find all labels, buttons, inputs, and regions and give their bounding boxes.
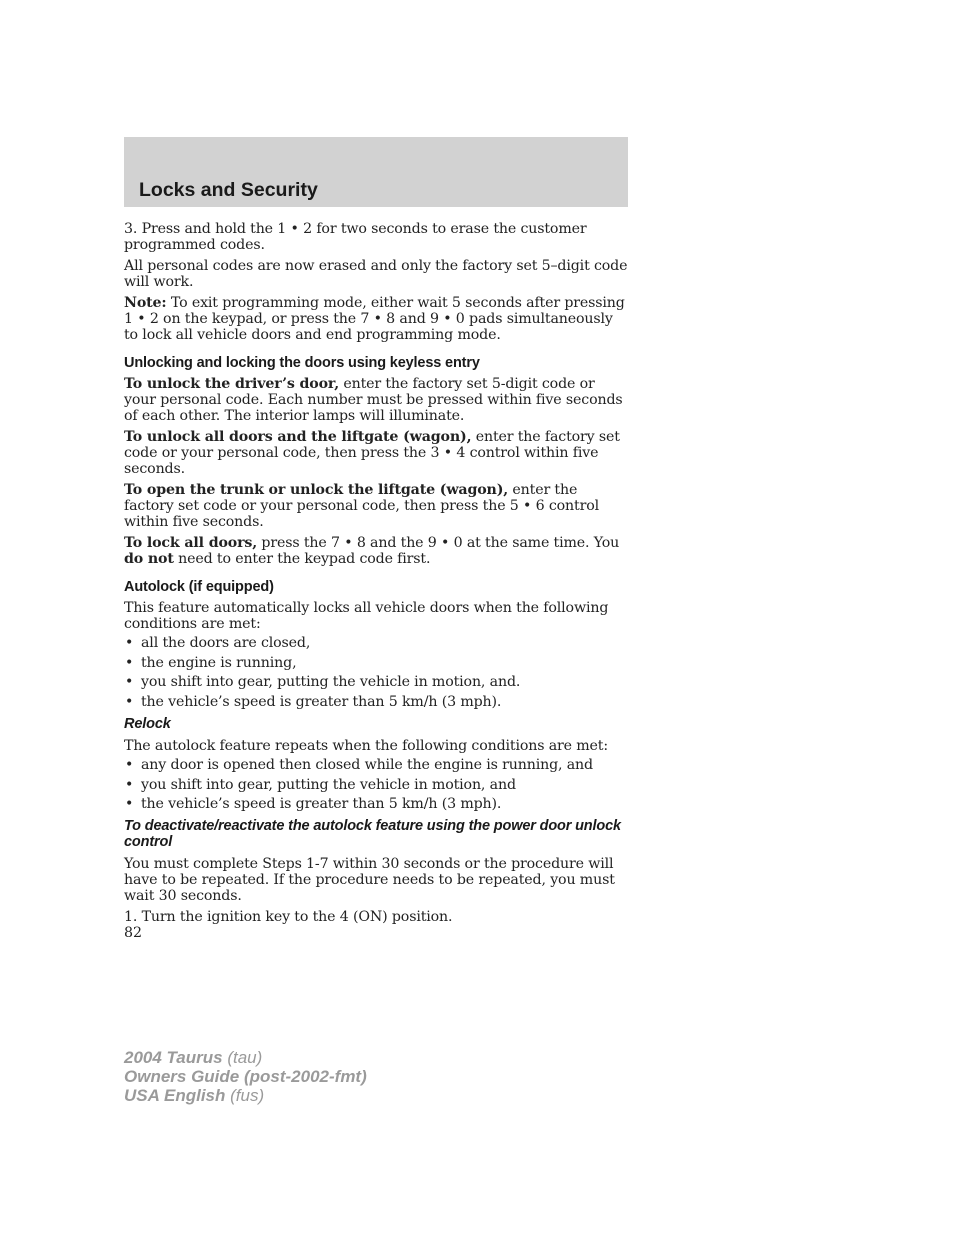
- autolock-conditions-list: [124, 635, 629, 710]
- footer-line-1: 2004 Taurus (tau): [124, 1048, 263, 1067]
- list-item: • you shift into gear, putting the vehicle in motion, and: [125, 776, 516, 793]
- note-text: To exit programming mode, either wait 5 seconds after pressing 1 • 2 on the keypad, or press the 7 • 8 and 9 • 0 pads simultaneously to lock all vehicle doors and end programming mode.: [124, 295, 625, 343]
- lock-all-label: To lock all doors,: [124, 535, 258, 551]
- relock-conditions-list: [124, 757, 629, 812]
- bullet-icon: •: [125, 757, 134, 774]
- autolock-intro: This feature automatically locks all vehicle doors when the following conditions are met:: [124, 600, 609, 632]
- unlock-driver-paragraph: [124, 376, 629, 424]
- list-item: • the engine is running,: [125, 654, 297, 671]
- list-item: • all the doors are closed,: [125, 635, 311, 651]
- autolock-heading: Autolock (if equipped): [124, 579, 274, 595]
- unlock-all-paragraph: [124, 429, 629, 477]
- footer-line-3: USA English (fus): [124, 1086, 265, 1105]
- deactivate-heading: To deactivate/reactivate the autolock feature using the power door unlock control: [124, 818, 621, 851]
- unlock-driver-label: To unlock the driver’s door,: [124, 376, 339, 392]
- deactivate-text: You must complete Steps 1-7 within 30 seconds or the procedure will have to be repeated. If the procedure needs to be repeated, you must wait 30 seconds.: [124, 856, 615, 905]
- bullet-icon: •: [125, 674, 134, 691]
- section-header-band: [124, 137, 628, 207]
- open-trunk-label: To open the trunk or unlock the liftgate (wagon),: [124, 482, 509, 498]
- do-not-emphasis: do not: [124, 551, 174, 567]
- relock-heading: Relock: [124, 716, 171, 733]
- keyless-entry-heading: Unlocking and locking the doors using keyless entry: [124, 355, 480, 371]
- document-footer: [124, 1048, 367, 1105]
- erase-codes-step: 3. Press and hold the 1 • 2 for two seconds to erase the customer programmed codes.: [124, 221, 587, 253]
- bullet-icon: •: [125, 796, 134, 813]
- note-paragraph: [124, 295, 629, 343]
- list-item: • you shift into gear, putting the vehicle in motion, and.: [125, 674, 521, 691]
- list-item: • the vehicle’s speed is greater than 5 km/h (3 mph).: [125, 694, 502, 711]
- lock-all-paragraph: [124, 535, 629, 567]
- open-trunk-paragraph: [124, 482, 629, 530]
- lock-all-text: press the 7 • 8 and the 9 • 0 at the same time. You: [257, 535, 620, 551]
- relock-intro: The autolock feature repeats when the following conditions are met:: [124, 738, 608, 755]
- bullet-icon: •: [125, 776, 134, 793]
- page-number: 82: [124, 925, 143, 941]
- section-title: Locks and Security: [139, 179, 318, 201]
- bullet-icon: •: [125, 654, 134, 671]
- bullet-icon: •: [125, 635, 134, 651]
- unlock-all-label: To unlock all doors and the liftgate (wagon),: [124, 429, 472, 445]
- lock-all-text-end: need to enter the keypad code first.: [173, 551, 431, 567]
- list-item: • any door is opened then closed while the engine is running, and: [125, 757, 593, 774]
- footer-line-2: Owners Guide (post-2002-fmt): [124, 1067, 367, 1086]
- bullet-icon: •: [125, 694, 134, 711]
- list-item: • the vehicle’s speed is greater than 5 km/h (3 mph).: [125, 796, 502, 813]
- unlock-all-text: enter the factory set code or your personal code, then press the 3 • 4 control within five seconds.: [124, 429, 620, 477]
- note-label: Note:: [124, 295, 167, 311]
- unlock-driver-text: enter the factory set 5-digit code or your personal code. Each number must be pressed within five seconds of each other. The interior lamps will illuminate.: [124, 376, 623, 424]
- open-trunk-text: enter the factory set code or your personal code, then press the 5 • 6 control within five seconds.: [124, 482, 599, 530]
- page-content: [124, 221, 629, 930]
- codes-erased-text: All personal codes are now erased and only the factory set 5–digit code will work.: [124, 258, 628, 290]
- step-1: 1. Turn the ignition key to the 4 (ON) position.: [124, 909, 453, 926]
